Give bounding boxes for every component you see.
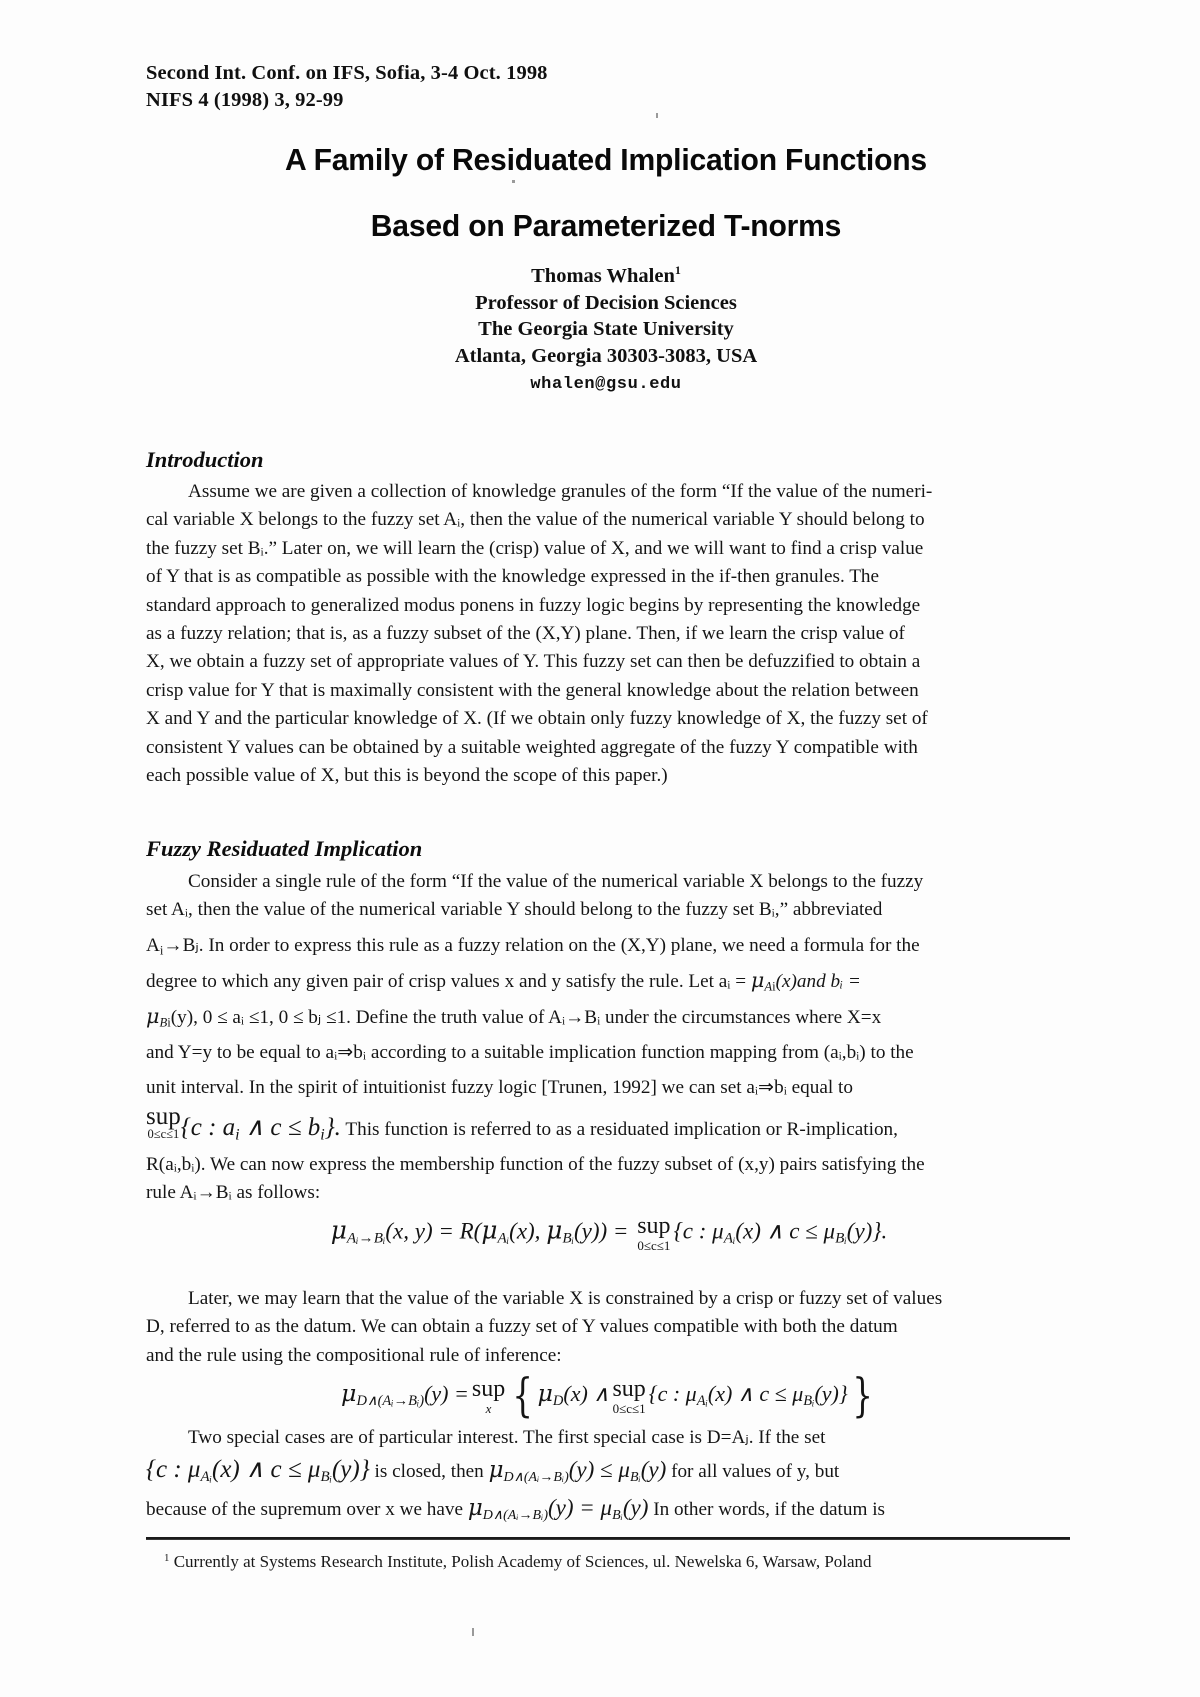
- sc-set-sub1: Aᵢ: [200, 1469, 213, 1486]
- mu-symbol-b: μ: [146, 1004, 160, 1028]
- running-head-line2: NIFS 4 (1998) 3, 92-99: [146, 89, 344, 111]
- fri-a-prefix: A: [146, 935, 160, 956]
- eq2-inner-args: (x) ∧: [563, 1381, 610, 1406]
- eq2-set-end: (y)}: [814, 1381, 848, 1406]
- eq2-lhs-mu: μ: [341, 1379, 357, 1407]
- eq1-mu3-sub: Bᵢ: [562, 1229, 574, 1247]
- paragraph-sup-definition: [146, 1104, 1072, 1143]
- sup-definition-line: [146, 1104, 1072, 1143]
- sup-set-mid: ∧ c ≤ b: [239, 1114, 321, 1141]
- special-line-3: [146, 1490, 1072, 1528]
- sc-mud-sub2: Bᵢ: [629, 1469, 641, 1485]
- sc-mud-args2: (y): [640, 1457, 667, 1482]
- sc-set-sub2: Bᵢ: [320, 1469, 332, 1486]
- author-email: whalen@gsu.edu: [530, 375, 682, 394]
- eq2-lhs-args: (y) =: [424, 1381, 469, 1406]
- eq1-sup-operator: [637, 1214, 670, 1252]
- eq2-sup2: [612, 1377, 645, 1415]
- eq1-mu2: μ: [481, 1215, 498, 1245]
- sc-mud-mu: μ: [488, 1457, 504, 1483]
- eq1-sup-limit: 0≤c≤1: [637, 1238, 671, 1253]
- datum-line-0: Later, we may learn that the value of the variable X is constrained by a crisp or fuzzy set of values: [188, 1288, 943, 1309]
- fri-ab3-tail: (y), 0 ≤ aᵢ ≤1, 0 ≤ bⱼ ≤1. Define the truth value of Aᵢ→Bᵢ under the circumstances where X=x: [170, 1007, 882, 1028]
- eq2-brace-open: {: [512, 1368, 534, 1422]
- scan-speck-3: [472, 1628, 474, 1636]
- eq2-lhs-sub: D∧(Aᵢ→Bᵢ): [356, 1393, 425, 1410]
- display-equation-2: [146, 1368, 1072, 1422]
- intro-line-5: as a fuzzy relation; that is, as a fuzzy subset of the (X,Y) plane. Then, if we learn the crisp value of: [146, 623, 905, 645]
- sc-eq4-sub: D∧(Aᵢ→Bᵢ): [482, 1507, 548, 1523]
- eq1-lhs-sub: Aᵢ→Bᵢ: [346, 1229, 386, 1247]
- eq2-set-open: {c : μ: [648, 1381, 697, 1406]
- sc-eq4-args2: (y): [622, 1495, 649, 1520]
- mu-a-subscript: A: [764, 979, 773, 994]
- fri-ab2-tail: (x)and bᵢ =: [775, 971, 861, 992]
- eq2-sup2-label: sup: [612, 1375, 646, 1402]
- mu-a-subscript-i: i: [772, 979, 776, 994]
- eq2-inner-sub: D: [552, 1393, 564, 1410]
- eq2-sup2-limit: 0≤c≤1: [612, 1400, 646, 1416]
- paragraph-introduction: [146, 478, 1072, 790]
- author-position: Professor of Decision Sciences: [475, 291, 737, 314]
- sup-definition-tail: This function is referred to as a residuated implication or R-implication,: [340, 1119, 898, 1140]
- eq2-set-sub1: Aᵢ: [696, 1393, 708, 1410]
- sc-eq4-sub2: Bᵢ: [612, 1507, 623, 1523]
- intro-line-1: cal variable X belongs to the fuzzy set Aᵢ, then the value of the numerical variable Y should belong to: [146, 509, 925, 531]
- intro-line-2: the fuzzy set Bᵢ.” Later on, we will learn the (crisp) value of X, and we will want to find a crisp value: [146, 537, 924, 559]
- fri-a-subscript: i: [159, 943, 164, 958]
- author-address: Atlanta, Georgia 30303-3083, USA: [454, 344, 758, 367]
- sc-eq4-args: (y) = μ: [547, 1495, 613, 1520]
- mu-b-subscript: B: [159, 1015, 168, 1030]
- fri-line-1: set Aᵢ, then the value of the numerical variable Y should belong to the fuzzy set Bᵢ,” abbreviated: [146, 899, 883, 921]
- equation-2-row: [341, 1368, 877, 1422]
- eq1-lhs-mu: μ: [330, 1215, 347, 1245]
- title-line-1: A Family of Residuated Implication Functions: [285, 142, 927, 177]
- intro-line-4: standard approach to generalized modus ponens in fuzzy logic begins by representing the knowledge: [146, 594, 921, 616]
- title-line-2: Based on Parameterized T-norms: [370, 208, 842, 243]
- eq2-set-sub2: Bᵢ: [803, 1393, 815, 1410]
- eq2-sup1: [472, 1377, 505, 1415]
- paragraph-special-cases: [146, 1424, 1072, 1528]
- footnote: [164, 1551, 1074, 1573]
- sup-set-sub1: i: [235, 1126, 240, 1144]
- sc-tail-b: for all values of y, but: [666, 1461, 840, 1482]
- paragraph-datum: [146, 1285, 1072, 1370]
- sup-operator: [146, 1104, 181, 1141]
- eq2-set-mid: (x) ∧ c ≤ μ: [707, 1381, 804, 1406]
- special-line-2: [146, 1452, 1072, 1490]
- paragraph-fri-c: [146, 1151, 1072, 1208]
- author-affiliation: The Georgia State University: [478, 318, 734, 340]
- sc-line3-tail: In other words, if the datum is: [648, 1499, 885, 1520]
- page-content-area: [140, 0, 1072, 1697]
- intro-line-0: Assume we are given a collection of knowledge granules of the form “If the value of the numeri-: [188, 481, 933, 502]
- scan-speck-2: [512, 180, 515, 183]
- fri-line-r: R(aᵢ,bᵢ). We can now express the membership function of the fuzzy subset of (x,y) pairs satisfying the: [146, 1154, 925, 1175]
- author-name-text: Thomas Whalen: [531, 265, 675, 287]
- eq1-rhs-sub2: Bᵢ: [835, 1229, 847, 1247]
- intro-line-6: X, we obtain a fuzzy set of appropriate values of Y. This fuzzy set can then be defuzzified to obtain a: [146, 651, 921, 673]
- paragraph-fri-b: [146, 928, 1072, 1105]
- fri-line-ab4: and Y=y to be equal to aᵢ⇒bᵢ according to a suitable implication function mapping from (aᵢ,bᵢ) to the: [146, 1042, 914, 1063]
- paragraph-fri-a: [146, 868, 1072, 925]
- datum-line-1: D, referred to as the datum. We can obtain a fuzzy set of Y values compatible with both the datum: [146, 1316, 898, 1338]
- sc-set-end: (y)}: [331, 1456, 370, 1483]
- intro-line-10: each possible value of X, but this is beyond the scope of this paper.): [146, 765, 668, 787]
- eq1-rhs-end: (y)}.: [846, 1218, 888, 1244]
- fri-ab2-head: degree to which any given pair of crisp values x and y satisfy the rule. Let aᵢ =: [146, 971, 751, 992]
- eq2-sup1-limit: x: [485, 1400, 492, 1416]
- sc-set-mid: (x) ∧ c ≤ μ: [212, 1456, 321, 1483]
- datum-line-2: and the rule using the compositional rule of inference:: [146, 1344, 562, 1366]
- sup-operator-label: sup: [146, 1103, 181, 1130]
- sup-operator-limit: 0≤c≤1: [147, 1127, 180, 1141]
- sc-set-open: {c : μ: [146, 1456, 201, 1483]
- sc-mud-sub: D∧(Aᵢ→Bᵢ): [503, 1469, 569, 1485]
- paper-title: [140, 140, 1072, 246]
- fri-line-ab2: [146, 963, 1072, 999]
- footnote-text: Currently at Systems Research Institute, Polish Academy of Sciences, ul. Newelska 6, Warsaw, Poland: [169, 1552, 872, 1571]
- fri-line-rule: rule Aᵢ→Bᵢ as follows:: [146, 1182, 321, 1204]
- eq1-mu3: μ: [546, 1215, 563, 1245]
- fri-line-ab3: [146, 999, 1072, 1035]
- intro-line-7: crisp value for Y that is maximally consistent with the general knowledge about the relation between: [146, 679, 919, 701]
- eq1-rhs-sub1: Aᵢ: [723, 1229, 736, 1247]
- fri-line-ab5: unit interval. In the spirit of intuitionist fuzzy logic [Trunen, 1992] we can set aᵢ⇒bᵢ equal to: [146, 1077, 853, 1098]
- fri-line-ab1: [146, 928, 1072, 963]
- scan-speck-1: [656, 113, 658, 118]
- eq2-brace-close: }: [852, 1368, 873, 1422]
- eq2-inner-mu: μ: [537, 1379, 553, 1407]
- special-line-1: Two special cases are of particular interest. The first special case is D=Aⱼ. If the set: [188, 1427, 826, 1448]
- intro-line-3: of Y that is as compatible as possible with the knowledge expressed in the if-then granules. The: [146, 566, 880, 588]
- mu-symbol-a: μ: [750, 968, 765, 992]
- author-block: [140, 263, 1072, 399]
- sc-tail-a: is closed, then: [369, 1461, 489, 1482]
- eq1-sup-label: sup: [637, 1213, 671, 1239]
- sup-set-end: }.: [324, 1114, 341, 1141]
- eq1-lhs-args: (x, y) = R(: [385, 1218, 482, 1244]
- section-heading-introduction: Introduction: [146, 447, 264, 472]
- eq1-rhs-mid: (x) ∧ c ≤ μ: [735, 1218, 836, 1244]
- footnote-separator-rule: [146, 1537, 1070, 1540]
- sup-set-open: {c : a: [180, 1114, 236, 1141]
- mu-b-subscript-i: i: [167, 1015, 171, 1030]
- section-heading-fuzzy-residuated-implication: Fuzzy Residuated Implication: [146, 836, 423, 861]
- equation-1-row: [331, 1214, 888, 1252]
- eq2-sup1-label: sup: [471, 1375, 506, 1402]
- sc-mud-args: (y) ≤ μ: [568, 1457, 630, 1482]
- eq1-mu3-args: (y)) =: [574, 1218, 635, 1244]
- intro-line-8: X and Y and the particular knowledge of X. (If we obtain only fuzzy knowledge of X, the fuzzy set of: [146, 708, 928, 730]
- eq1-mu2-sub: Aᵢ: [497, 1229, 510, 1247]
- sc-eq4-mu: μ: [467, 1495, 483, 1521]
- fri-line-0: Consider a single rule of the form “If the value of the numerical variable X belongs to the fuzzy: [188, 871, 924, 892]
- author-name: [140, 263, 1072, 290]
- eq1-mu2-args: (x),: [509, 1218, 547, 1244]
- footnote-marker: 1: [164, 1552, 170, 1565]
- fri-ab1-rest: →Bⱼ. In order to express this rule as a fuzzy relation on the (X,Y) plane, we need a formula for the: [163, 935, 920, 956]
- intro-line-9: consistent Y values can be obtained by a suitable weighted aggregate of the fuzzy Y compatible with: [146, 736, 918, 758]
- sup-set-sub2: i: [320, 1126, 325, 1144]
- eq1-rhs-open: {c : μ: [673, 1218, 724, 1244]
- author-footnote-marker: 1: [674, 263, 681, 278]
- sc-line3-head: because of the supremum over x we have: [146, 1499, 468, 1520]
- display-equation-1: [146, 1214, 1072, 1252]
- running-head-line1: Second Int. Conf. on IFS, Sofia, 3-4 Oct. 1998: [146, 62, 548, 84]
- running-head: [146, 60, 548, 114]
